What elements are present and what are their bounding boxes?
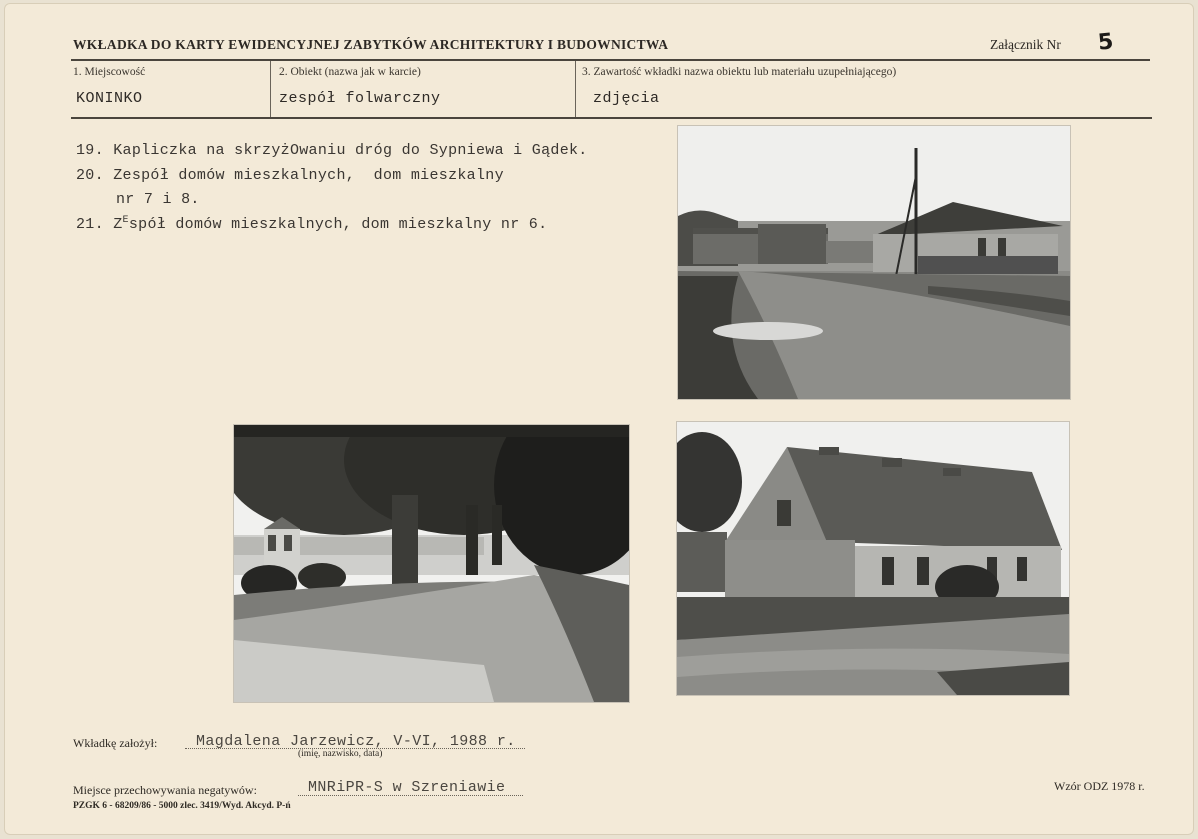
- photo-house: [676, 421, 1070, 696]
- house-image: [677, 422, 1069, 695]
- fields-rule: [71, 117, 1152, 119]
- caption-19: [76, 142, 588, 159]
- caption-number: 21.: [76, 216, 104, 233]
- locality-value: KONINKO: [76, 90, 143, 107]
- negatives-value: MNRiPR-S w Szreniawie: [308, 779, 506, 796]
- object-label: 2. Obiekt (nazwa jak w karcie): [279, 66, 421, 78]
- founder-hint: (imię, nazwisko, data): [298, 749, 383, 759]
- chapel-image: [234, 425, 629, 702]
- photo-farm-road: [677, 125, 1071, 400]
- field-divider: [270, 61, 271, 117]
- annex-label: Załącznik Nr: [990, 37, 1061, 52]
- caption-21: [76, 216, 547, 233]
- caption-text: Kapliczka na skrzyżOwaniu dróg do Sypniewa i Gądek.: [113, 142, 588, 159]
- founder-value: Magdalena Jarzewicz, V-VI, 1988 r.: [196, 733, 516, 750]
- caption-number: 19.: [76, 142, 104, 159]
- caption-number: 20.: [76, 167, 104, 184]
- card-title: WKŁADKA DO KARTY EWIDENCYJNEJ ZABYTKÓW ARCHITEKTURY I BUDOWNICTWA: [73, 37, 669, 52]
- farm-road-image: [678, 126, 1070, 399]
- caption-20: [76, 167, 504, 184]
- object-value: zespół folwarczny: [279, 90, 441, 107]
- field-divider: [575, 61, 576, 117]
- caption-text-prefix: Z: [113, 216, 123, 233]
- content-label: 3. Zawartość wkładki nazwa obiektu lub materiału uzupełniającego): [582, 66, 897, 78]
- caption-text: Zespół domów mieszkalnych, dom mieszkalny: [113, 167, 504, 184]
- form-reference: Wzór ODZ 1978 r.: [1054, 779, 1145, 793]
- photo-chapel: [233, 424, 630, 703]
- caption-text: spół domów mieszkalnych, dom mieszkalny nr 6.: [128, 216, 548, 233]
- negatives-label: Miejsce przechowywania negatywów:: [73, 783, 257, 797]
- content-value: zdjęcia: [593, 90, 660, 107]
- founder-label: Wkładkę założył:: [73, 736, 158, 750]
- annex-number: 5: [1096, 29, 1115, 56]
- caption-20-cont: nr 7 i 8.: [116, 191, 200, 208]
- header-rule: [71, 59, 1150, 61]
- caption-superscript: E: [122, 215, 129, 226]
- locality-label: 1. Miejscowość: [73, 66, 146, 78]
- print-info: PZGK 6 - 68209/86 - 5000 zlec. 3419/Wyd. Akcyd. P-ń: [73, 801, 291, 811]
